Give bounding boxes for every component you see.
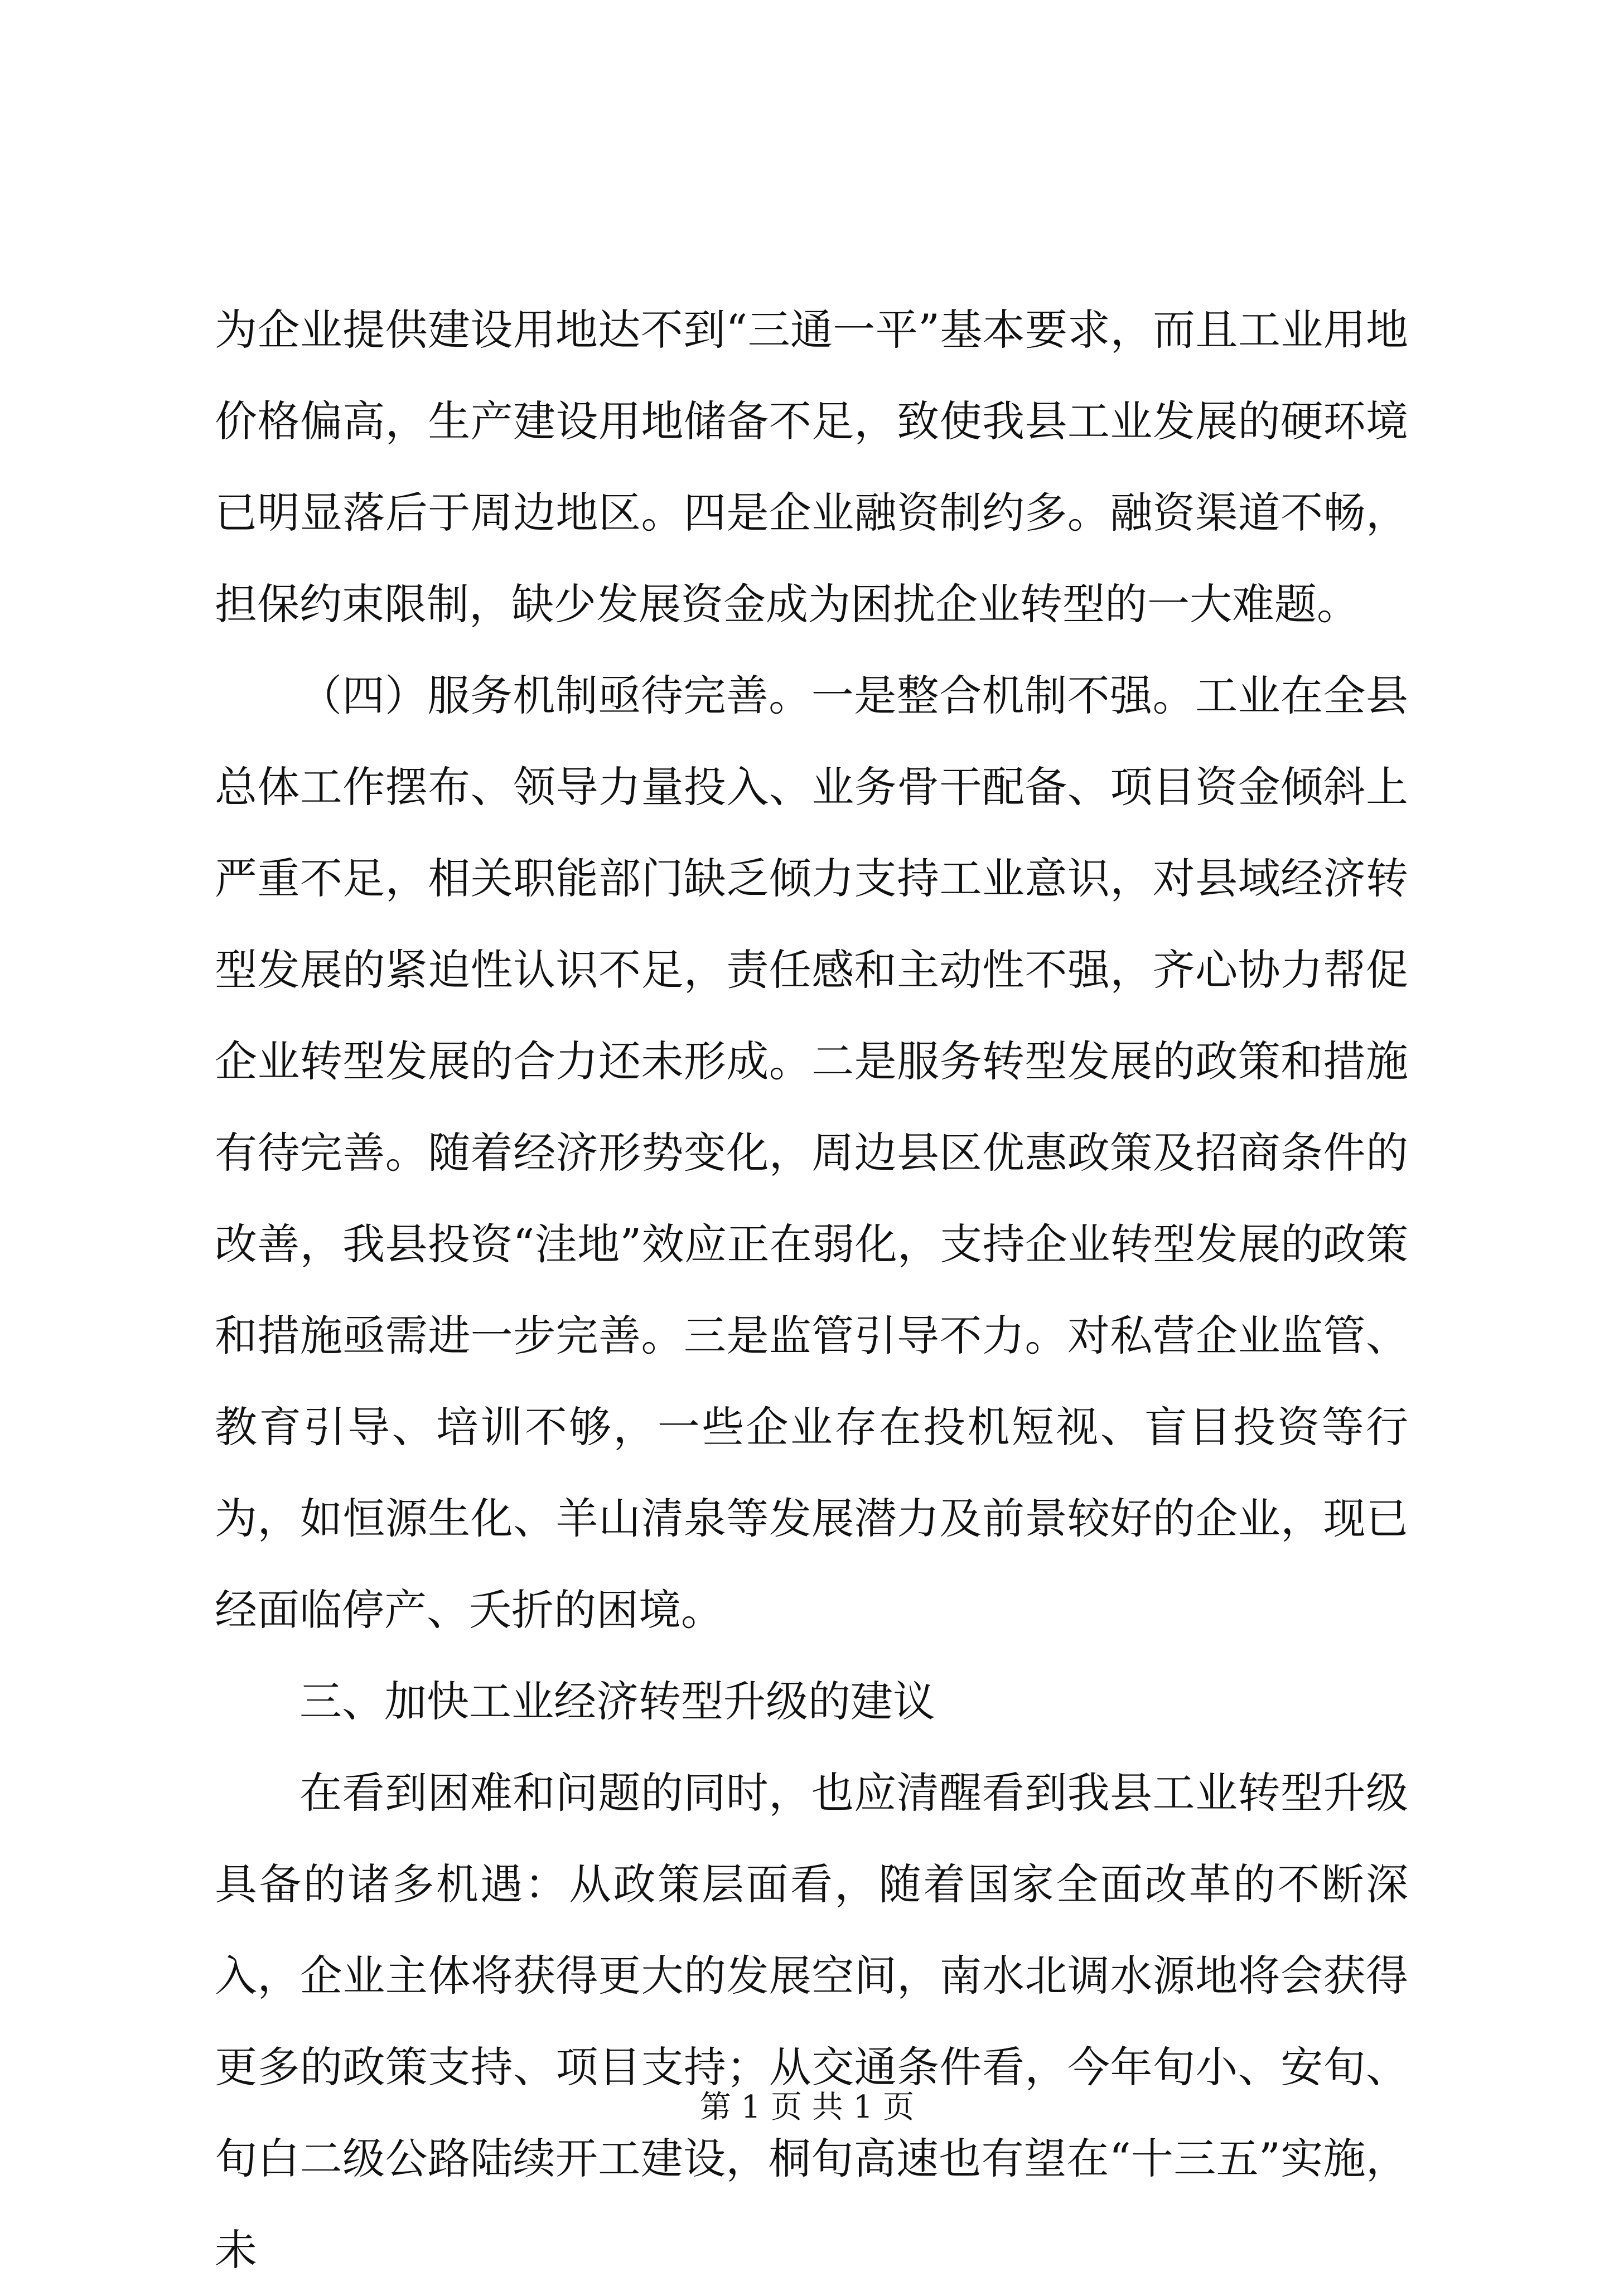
section-heading: 三、加快工业经济转型升级的建议 bbox=[299, 1677, 935, 1726]
page-footer: 第 1 页 共 1 页 bbox=[699, 2089, 915, 2125]
paragraph-opportunities: 在看到困难和问题的同时，也应清醒看到我县工业转型升级具备的诸多机遇：从政策层面看，随着国家全面改革的不断深入，企业主体将获得更大的发展空间，南水北调水源地将会获得更多的政策支持、项目支持；从交通条件看，今年旬小、安旬、旬白二级公路陆续开工建设，桐旬高速也有望在“十三五”实施，未 bbox=[215, 1768, 1408, 2275]
paragraph-service-mechanism: （四）服务机制亟待完善。一是整合机制不强。工业在全县总体工作摆布、领导力量投入、业务骨干配备、项目资金倾斜上严重不足，相关职能部门缺乏倾力支持工业意识，对县域经济转型发展的紧迫性认识不足，责任感和主动性不强，齐心协力帮促企业转型发展的合力还未形成。二是服务转型发展的政策和措施有待完善。随着经济形势变化，周边县区优惠政策及招商条件的改善，我县投资“洼地”效应正在弱化，支持企业转型发展的政策和措施亟需进一步完善。三是监管引导不力。对私营企业监管、教育引导、培训不够，一些企业存在投机短视、盲目投资等行为，如恒源生化、羊山清泉等发展潜力及前景较好的企业，现已经面临停产、夭折的困境。 bbox=[215, 671, 1408, 1635]
document-body bbox=[215, 284, 1408, 2296]
paragraph-continuation: 为企业提供建设用地达不到“三通一平”基本要求，而且工业用地价格偏高，生产建设用地储备不足，致使我县工业发展的硬环境已明显落后于周边地区。四是企业融资制约多。融资渠道不畅，担保约束限制，缺少发展资金成为困扰企业转型的一大难题。 bbox=[215, 305, 1408, 629]
